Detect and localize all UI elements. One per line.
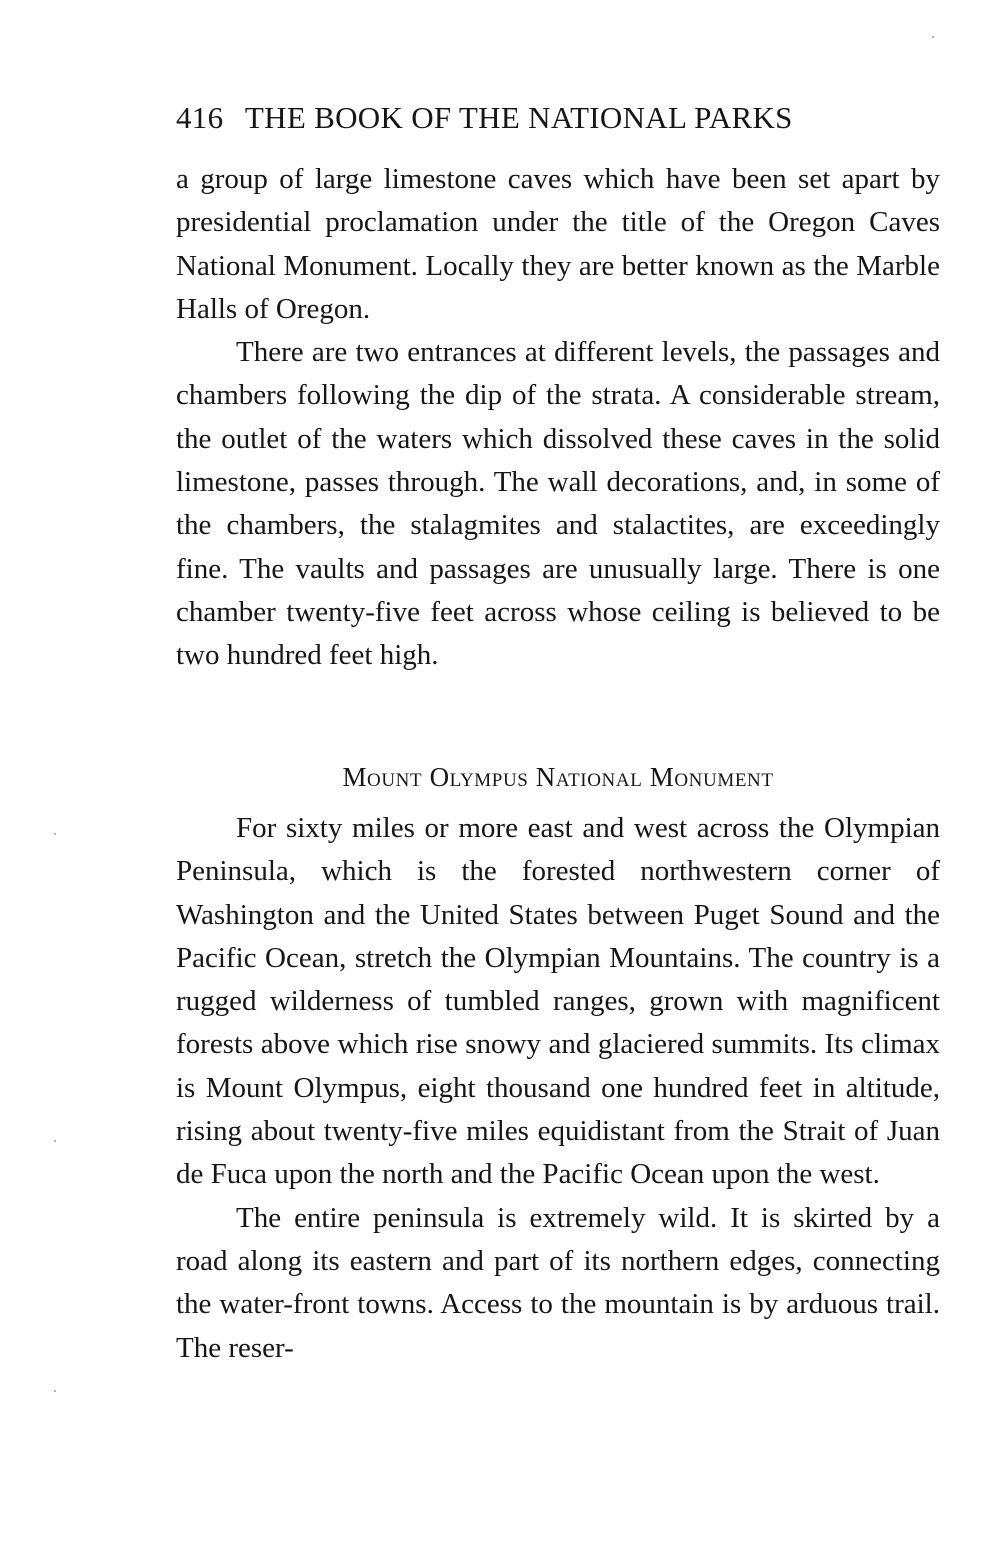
- page-number: 416: [176, 100, 224, 135]
- paragraph-olympian-peninsula: For sixty miles or more east and west across the Olympian Peninsula, which is the forested northwestern corner of Washington and the United States between Puget Sound and the Pacific Ocean, stretch the Olympian Mountains. The country is a rugged wilderness of tumbled ranges, grown with magnificent forests above which rise snowy and glaciered summits. Its climax is Mount Olympus, eight thousand one hundred feet in altitude, rising about twenty-five miles equidistant from the Strait of Juan de Fuca upon the north and the Pacific Ocean upon the west.: [176, 812, 940, 1191]
- text-block-oregon-caves: [176, 158, 940, 678]
- running-head: [176, 96, 916, 140]
- margin-speck: [54, 1140, 56, 1142]
- margin-speck: [54, 1390, 56, 1392]
- paragraph-cave-entrances: There are two entrances at different levels, the passages and chambers following the dip of the strata. A considerable stream, the outlet of the waters which dissolved these caves in the solid limestone, passes through. The wall decorations, and, in some of the chambers, the stalagmites and stalactites, are exceedingly fine. The vaults and passages are unusually large. There is one chamber twenty-five feet across whose ceiling is believed to be two hundred feet high.: [176, 336, 940, 672]
- paragraph-peninsula-wild: The entire peninsula is extremely wild. It is skirted by a road along its eastern and part of its northern edges, connecting the water-front towns. Access to the mountain is by arduous trail. The reser-: [176, 1201, 940, 1364]
- margin-speck: [54, 833, 56, 835]
- margin-speck: [932, 36, 934, 38]
- text-block-mount-olympus: [176, 807, 940, 1370]
- section-heading: Mount Olympus National Monument: [342, 762, 774, 792]
- book-title: THE BOOK OF THE NATIONAL PARKS: [244, 100, 793, 135]
- paragraph-continuation: a group of large limestone caves which have been set apart by presidential proclamation under the title of the Oregon Caves National Monument. Locally they are better known as the Marble Halls of Oregon.: [176, 163, 940, 325]
